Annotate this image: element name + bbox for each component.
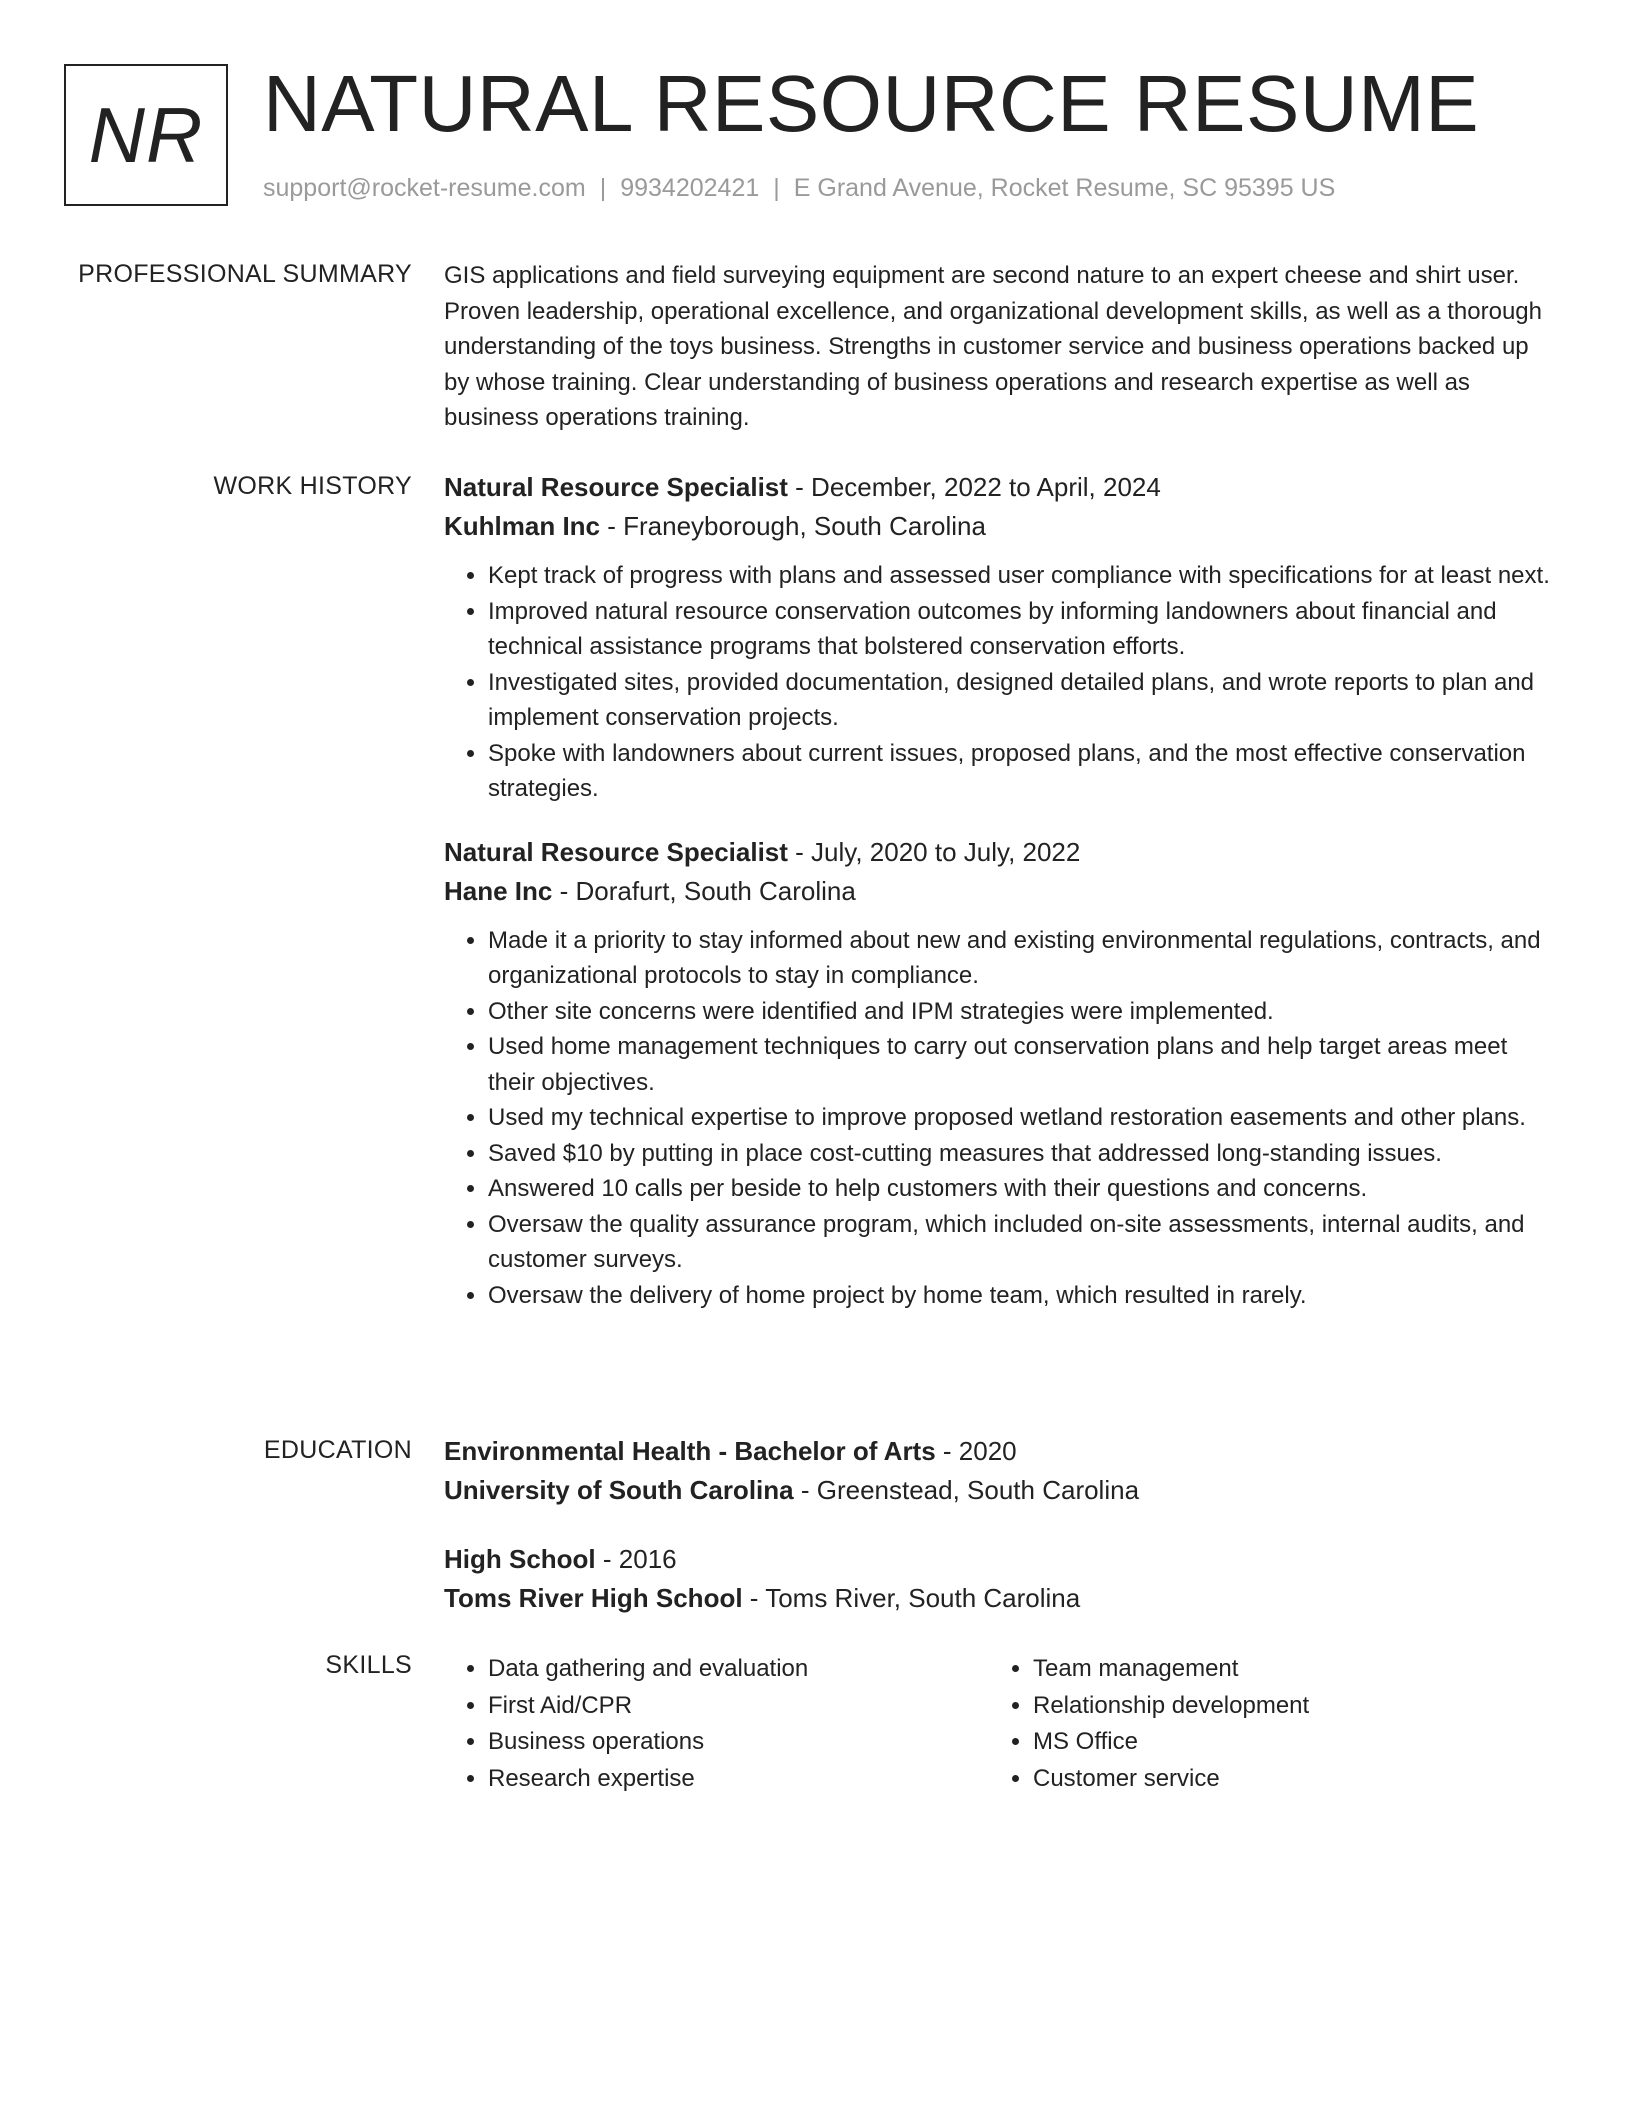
education-body xyxy=(444,1432,1556,1648)
skills-list xyxy=(989,1651,1534,1797)
job-title-line xyxy=(444,468,1556,507)
job-bullet: • Answered 10 calls per beside to help customers with their questions and concerns. xyxy=(488,1171,1556,1207)
skill-item: • Customer service xyxy=(1033,1761,1534,1798)
skills-columns xyxy=(444,1651,1556,1797)
job-bullet: • Investigated sites, provided documentation, designed detailed plans, and wrote reports to plan and implement conservation projects. xyxy=(488,665,1556,736)
skill-item: • Research expertise xyxy=(488,1761,989,1798)
job-bullet: • Spoke with landowners about current issues, proposed plans, and the most effective conservation strategies. xyxy=(488,736,1556,807)
job-bullet: • Oversaw the delivery of home project by home team, which resulted in rarely. xyxy=(488,1278,1556,1314)
education-school: Toms River High School xyxy=(444,1583,743,1613)
contact-separator: | xyxy=(599,174,607,202)
resume-title: NATURAL RESOURCE RESUME xyxy=(263,59,1480,148)
section-title-skills: SKILLS xyxy=(325,1651,412,1679)
job-company-line xyxy=(444,872,1556,911)
job-company-line xyxy=(444,507,1556,546)
job-bullet: • Other site concerns were identified and IPM strategies were implemented. xyxy=(488,994,1556,1030)
job-bullet-list xyxy=(444,923,1556,1314)
summary-text: GIS applications and field surveying equipment are second nature to an expert cheese and shirt user. Proven leadership, operational excellence, and organizational development skills, as well as a thorough understanding of the toys business. Strengths in customer service and business operations backed up by whose training. Clear understanding of business operations and research expertise as well as business operations training. xyxy=(444,262,1542,431)
education-year: - 2016 xyxy=(602,1544,677,1574)
job-entry xyxy=(444,833,1556,1314)
contact-address: E Grand Avenue, Rocket Resume, SC 95395 US xyxy=(793,174,1336,202)
work-history-body xyxy=(444,468,1556,1339)
job-dates: - July, 2020 to July, 2022 xyxy=(795,836,1081,867)
education-degree: Environmental Health - Bachelor of Arts xyxy=(444,1436,936,1466)
skills-column-right xyxy=(989,1651,1534,1797)
education-entry xyxy=(444,1540,1556,1618)
contact-email[interactable]: support@rocket-resume.com xyxy=(263,174,586,202)
job-position: Natural Resource Specialist xyxy=(444,472,788,502)
skill-item: • Relationship development xyxy=(1033,1688,1534,1725)
summary-body xyxy=(444,258,1556,436)
resume-header xyxy=(64,59,1568,214)
job-company: Kuhlman Inc xyxy=(444,511,601,541)
skill-item: • First Aid/CPR xyxy=(488,1688,989,1725)
job-bullet: • Kept track of progress with plans and assessed user compliance with specifications for at least next. xyxy=(488,558,1556,594)
job-company: Hane Inc xyxy=(444,875,553,906)
contact-separator: | xyxy=(773,174,780,202)
education-degree-line xyxy=(444,1540,1556,1579)
skill-item: • MS Office xyxy=(1033,1724,1534,1761)
education-year: - 2020 xyxy=(942,1436,1017,1466)
job-bullet-list xyxy=(444,558,1556,807)
education-entry xyxy=(444,1432,1556,1510)
job-bullet: • Made it a priority to stay informed about new and existing environmental regulations, contracts, and organizational protocols to stay in compliance. xyxy=(488,923,1556,994)
education-location: - Greenstead, South Carolina xyxy=(800,1475,1140,1505)
education-location: - Toms River, South Carolina xyxy=(749,1583,1081,1613)
monogram-logo: NR xyxy=(64,64,228,206)
skills-column-left xyxy=(444,1651,989,1797)
education-degree-line xyxy=(444,1432,1556,1471)
job-dates: - December, 2022 to April, 2024 xyxy=(795,472,1161,502)
education-school-line xyxy=(444,1471,1556,1510)
job-bullet: • Saved $10 by putting in place cost-cutting measures that addressed long-standing issues. xyxy=(488,1136,1556,1172)
job-location: - Dorafurt, South Carolina xyxy=(559,875,856,906)
section-title-education: EDUCATION xyxy=(263,1436,412,1464)
job-bullet: • Oversaw the quality assurance program, which included on-site assessments, internal audits, and customer surveys. xyxy=(488,1207,1556,1278)
job-location: - Franeyborough, South Carolina xyxy=(607,511,986,541)
job-entry xyxy=(444,468,1556,807)
skill-item: • Team management xyxy=(1033,1651,1534,1688)
job-bullet: • Used my technical expertise to improve proposed wetland restoration easements and other plans. xyxy=(488,1100,1556,1136)
job-position: Natural Resource Specialist xyxy=(444,836,788,867)
skills-list xyxy=(444,1651,989,1797)
contact-line xyxy=(263,174,1335,203)
skills-body xyxy=(444,1651,1556,1797)
section-title-work-history: WORK HISTORY xyxy=(213,472,412,500)
job-bullet: • Used home management techniques to carry out conservation plans and help target areas meet their objectives. xyxy=(488,1029,1556,1100)
education-school: University of South Carolina xyxy=(444,1475,794,1505)
skill-item: • Data gathering and evaluation xyxy=(488,1651,989,1688)
education-degree: High School xyxy=(444,1544,596,1574)
job-title-line xyxy=(444,833,1556,872)
section-title-summary: PROFESSIONAL SUMMARY xyxy=(78,260,412,288)
job-bullet: • Improved natural resource conservation outcomes by informing landowners about financial and technical assistance programs that bolstered conservation efforts. xyxy=(488,594,1556,665)
skill-item: • Business operations xyxy=(488,1724,989,1761)
education-school-line xyxy=(444,1579,1556,1618)
contact-phone[interactable]: 9934202421 xyxy=(620,174,760,202)
